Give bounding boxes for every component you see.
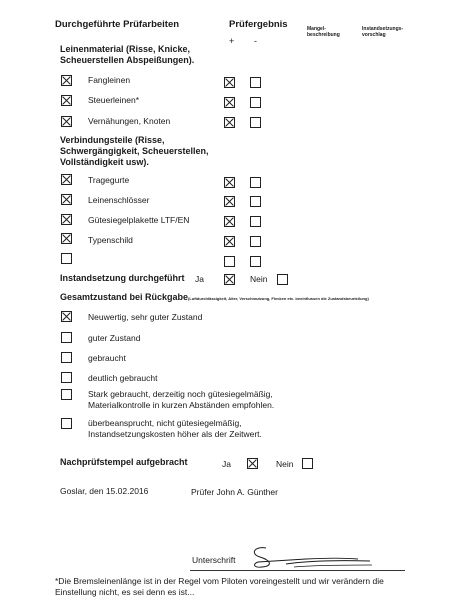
connector-typenschild-plus-checkbox[interactable]	[224, 236, 235, 247]
repair-yes-checkbox[interactable]	[224, 274, 235, 285]
connector-typenschild-checkbox[interactable]	[61, 233, 72, 244]
line-vernaehungen-checkbox[interactable]	[61, 116, 72, 127]
condition-gut-label: guter Zustand	[88, 333, 141, 343]
group-title-connectors: Verbindungsteile (Risse, Schwergängigkeit, Scheuerstellen, Vollständigkeit usw).	[60, 135, 209, 167]
overall-title: Gesamtzustand bei Rückgabe	[60, 292, 189, 302]
stamp-yes-checkbox[interactable]	[247, 458, 258, 469]
line-vernaehungen-label: Vernähungen, Knoten	[88, 116, 171, 126]
connector-guetesiegel-label: Gütesiegelplakette LTF/EN	[88, 215, 190, 225]
signature-line	[190, 570, 405, 571]
signature-label: Unterschrift	[192, 555, 236, 565]
connector-tragegurte-plus-checkbox[interactable]	[224, 177, 235, 188]
connector-extra-plus-checkbox[interactable]	[224, 256, 235, 267]
plus-column-label: +	[229, 36, 235, 46]
group-title-lines: Leinenmaterial (Risse, Knicke, Scheuerstellen Abspeißungen).	[60, 44, 195, 65]
condition-deutlich-gebraucht-checkbox[interactable]	[61, 372, 72, 383]
overall-note: (Luftdurchlässigkeit, Alter, Verschmutzung, Flecken etc. beeinflussen die Zustandsbeurteilung)	[188, 296, 369, 301]
header-col-defect: Mangel- beschreibung	[307, 26, 340, 38]
line-fangleinen-checkbox[interactable]	[61, 75, 72, 86]
connector-tragegurte-checkbox[interactable]	[61, 174, 72, 185]
line-steuerleinen-checkbox[interactable]	[61, 95, 72, 106]
header-col-work: Durchgeführte Prüfarbeiten	[55, 19, 180, 30]
signature-scribble	[246, 540, 376, 570]
line-fangleinen-label: Fangleinen	[88, 75, 131, 85]
connector-tragegurte-minus-checkbox[interactable]	[250, 177, 261, 188]
stamp-yes-label: Ja	[222, 459, 231, 469]
stamp-no-label: Nein	[276, 459, 294, 469]
condition-gut-checkbox[interactable]	[61, 332, 72, 343]
connector-typenschild-minus-checkbox[interactable]	[250, 236, 261, 247]
stamp-no-checkbox[interactable]	[302, 458, 313, 469]
connector-guetesiegel-plus-checkbox[interactable]	[224, 216, 235, 227]
connector-leinenschloesser-checkbox[interactable]	[61, 194, 72, 205]
line-steuerleinen-plus-checkbox[interactable]	[224, 97, 235, 108]
condition-deutlich-gebraucht-label: deutlich gebraucht	[88, 373, 158, 383]
header-col-result: Prüfergebnis	[229, 19, 288, 30]
line-fangleinen-plus-checkbox[interactable]	[224, 77, 235, 88]
stamp-label: Nachprüfstempel aufgebracht	[60, 457, 188, 467]
repair-no-label: Nein	[250, 274, 268, 284]
connector-extra-minus-checkbox[interactable]	[250, 256, 261, 267]
place-date: Goslar, den 15.02.2016	[60, 486, 149, 496]
line-vernaehungen-plus-checkbox[interactable]	[224, 117, 235, 128]
line-vernaehungen-minus-checkbox[interactable]	[250, 117, 261, 128]
connector-tragegurte-label: Tragegurte	[88, 175, 130, 185]
connector-typenschild-label: Typenschild	[88, 235, 133, 245]
condition-gebraucht-label: gebraucht	[88, 353, 126, 363]
line-steuerleinen-label: Steuerleinen*	[88, 95, 140, 105]
condition-neuwertig-checkbox[interactable]	[61, 311, 72, 322]
line-steuerleinen-minus-checkbox[interactable]	[250, 97, 261, 108]
connector-leinenschloesser-label: Leinenschlösser	[88, 195, 150, 205]
connector-leinenschloesser-minus-checkbox[interactable]	[250, 196, 261, 207]
line-fangleinen-minus-checkbox[interactable]	[250, 77, 261, 88]
connector-leinenschloesser-plus-checkbox[interactable]	[224, 196, 235, 207]
connector-extra-checkbox[interactable]	[61, 253, 72, 264]
connector-guetesiegel-minus-checkbox[interactable]	[250, 216, 261, 227]
inspector-name: Prüfer John A. Günther	[191, 487, 278, 497]
condition-gebraucht-checkbox[interactable]	[61, 352, 72, 363]
repair-yes-label: Ja	[195, 274, 204, 284]
minus-column-label: -	[254, 36, 257, 46]
condition-ueberbeansprucht-checkbox[interactable]	[61, 418, 72, 429]
condition-ueberbeansprucht-label: überbeansprucht, nicht gütesiegelmäßig, Instandsetzungskosten höher als der Zeitwert.	[88, 418, 262, 439]
connector-guetesiegel-checkbox[interactable]	[61, 214, 72, 225]
condition-neuwertig-label: Neuwertig, sehr guter Zustand	[88, 312, 203, 322]
condition-stark-gebraucht-checkbox[interactable]	[61, 389, 72, 400]
header-col-repair-suggestion: Instandsetzungs- vorschlag	[362, 26, 404, 38]
condition-stark-gebraucht-label: Stark gebraucht, derzeitig noch gütesiegelmäßig, Materialkontrolle in kurzen Abständen empfohlen.	[88, 389, 275, 410]
repair-label: Instandsetzung durchgeführt	[60, 273, 185, 283]
footnote: *Die Bremsleinenlänge ist in der Regel vom Piloten voreingestellt und wir verändern die Einstellung nicht, es sei denn es ist...	[55, 576, 384, 597]
repair-no-checkbox[interactable]	[277, 274, 288, 285]
